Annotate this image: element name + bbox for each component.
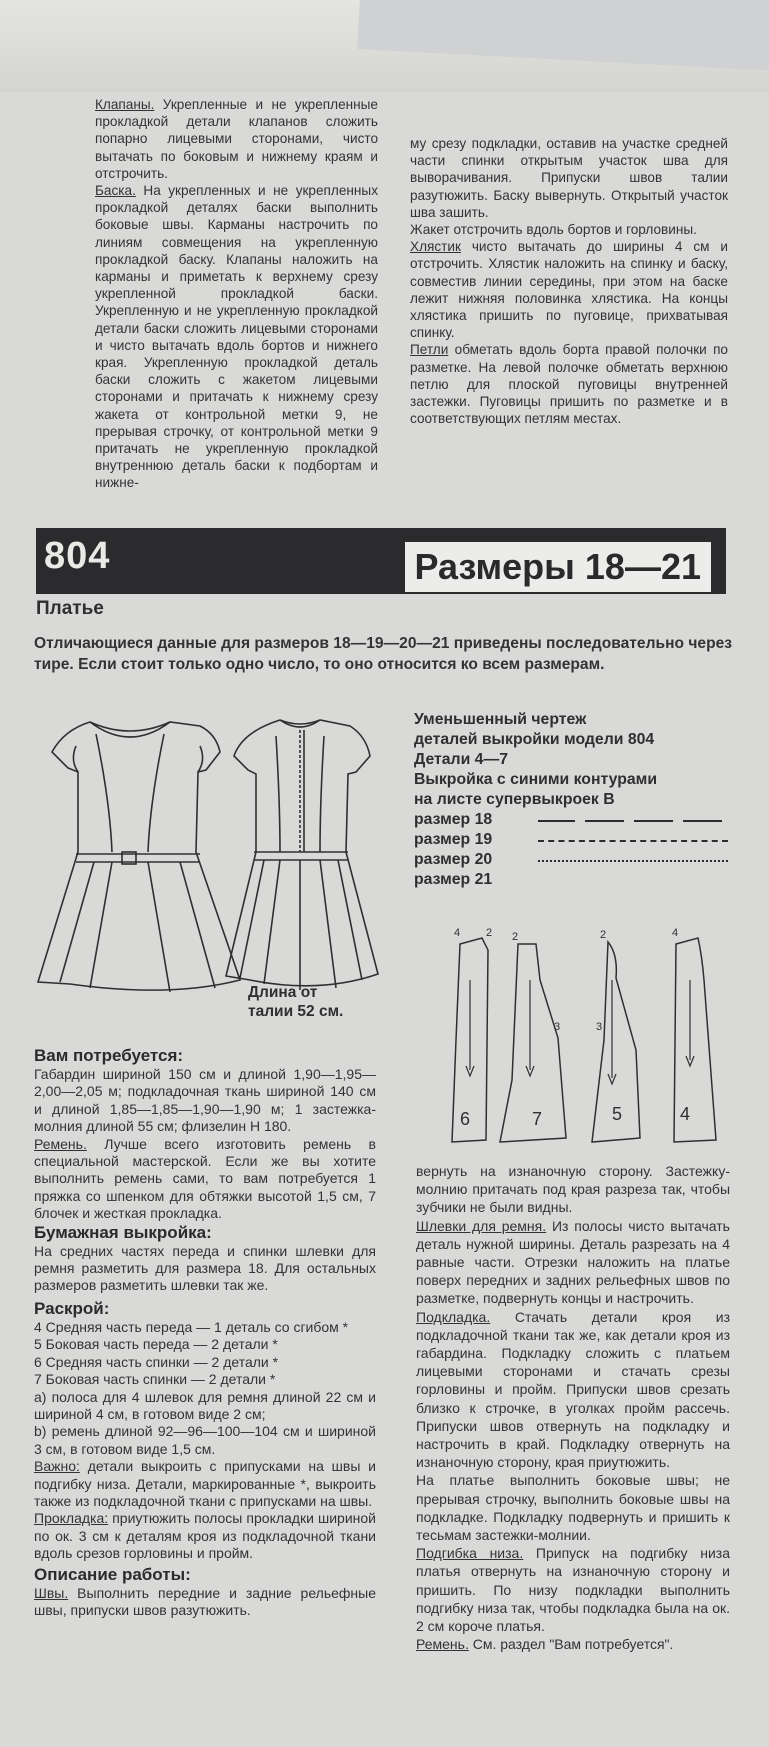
paragraph-text: му срезу подкладки, оставив на участке средней части спинки открытым участок шва для выворачивания. Припуски швов талии разутюжить. Баску вывернуть. Открытый участок шва зашить.: [410, 136, 728, 220]
notch-label: 2: [600, 929, 607, 941]
paragraph-lead: Клапаны.: [95, 97, 155, 112]
important-paragraph: [34, 1458, 376, 1510]
notch-label: 3: [554, 1021, 561, 1033]
size-range: Размеры 18—21: [405, 542, 711, 592]
intro-text: Отличающиеся данные для размеров 18—19—20—21 приведены последовательно через тире. Если стоит только одно число, то оно относится ко всем размерам.: [34, 635, 733, 673]
pattern-legend: [414, 710, 657, 890]
paragraph-lead: Прокладка:: [34, 1510, 109, 1527]
size-19-row: [414, 830, 657, 850]
paragraph-lead: Хлястик: [410, 239, 461, 255]
piece-6-label: 6: [460, 1109, 471, 1129]
piece-5-label: 5: [612, 1104, 623, 1124]
top-paper-band: [0, 0, 769, 92]
legend-line: Детали 4—7: [414, 751, 509, 768]
paragraph: [410, 135, 728, 221]
paragraph-lead: Важно:: [34, 1458, 80, 1475]
side-seams-paragraph: [416, 1471, 730, 1544]
length-caption: [248, 983, 343, 1021]
cut-item: a) полоса для 4 шлевок для ремня длиной 22 см и шириной 4 см, в готовом виде 2 см;: [34, 1388, 376, 1422]
materials-text: Габардин шириной 150 см и длиной 1,90—1,95—2,00—2,05 м; подкладочная ткань шириной 140 см и длиной 1,85—1,85—1,90—1,90 м; 1 застежка-молния длиной 55 см; флизелин Н 180.: [34, 1066, 376, 1135]
size-18-row: [414, 810, 657, 830]
caption-line: талии 52 см.: [248, 1003, 344, 1020]
model-number: 804: [44, 535, 111, 577]
paragraph-text: На укрепленных и не укрепленных прокладкой деталях баски выполнить боковые швы. Карманы настрочить по линиям совмещения на укрепленную прокладкой баску. Клапаны наложить на карманы и приметать к верхнему срезу укрепленной прокладкой баски. Укрепленную и не укрепленную прокладкой детали баски сложить лицевыми сторонами и чисто вытачать вдоль бортов и нижнего края. Укрепленную прокладкой деталь баски сложить с жакетом лицевыми сторонами и притачать к нижнему срезу жакета от контрольной метки 9, не прерывая строчку, от контрольной метки 9 притачать не укрепленную прокладкой внутреннюю деталь баски к подбортам и нижне-: [95, 183, 378, 491]
paragraph-petli: [410, 341, 728, 427]
dress-illustrations: [30, 712, 410, 1002]
pattern-pieces-diagram: [440, 920, 740, 1160]
dress-front-sketch: [38, 722, 240, 992]
lining-paragraph: [416, 1308, 730, 1472]
paragraph-klapany: [95, 96, 378, 182]
paragraph-text: приутюжить полосы прокладки шириной по ок. 3 см к деталям кроя из подкладочной ткани вдоль срезов горловины и пройм.: [34, 1510, 376, 1562]
cut-item: b) ремень длиной 92—96—100—104 см и шириной 3 см, в готовом виде 1,5 см.: [34, 1423, 376, 1457]
legend-line: Уменьшенный чертеж: [414, 711, 587, 728]
cut-item: 5 Боковая часть переда — 2 детали *: [34, 1336, 278, 1353]
notch-label: 3: [596, 1021, 603, 1033]
materials-heading: Вам потребуется:: [34, 1046, 184, 1065]
cut-item: 7 Боковая часть спинки — 2 детали *: [34, 1371, 276, 1388]
paragraph-lead: Баска.: [95, 183, 136, 199]
notch-label: 2: [486, 927, 493, 939]
work-heading: Описание работы:: [34, 1564, 191, 1584]
cut-item: 6 Средняя часть спинки — 2 детали *: [34, 1353, 279, 1370]
size-legend: [414, 810, 657, 890]
adjacent-page-edge: [754, 520, 769, 940]
size-label: размер 20: [414, 851, 493, 868]
notch-label: 4: [672, 927, 679, 939]
bottom-right-column: [416, 1162, 730, 1653]
paragraph-lead: Подкладка.: [416, 1308, 491, 1325]
cut-item: 4 Средняя часть переда — 1 деталь со сгибом *: [34, 1318, 349, 1335]
paragraph: [416, 1162, 730, 1217]
paragraph-text: Укрепленные и не укрепленные прокладкой детали клапанов сложить попарно лицевыми сторонами, чисто вытачать по боковым и нижнему краям и отстрочить.: [95, 97, 378, 181]
paragraph: [410, 221, 728, 238]
paragraph-lead: Петли: [410, 342, 449, 358]
paragraph-text: См. раздел "Вам потребуется".: [468, 1636, 674, 1653]
paper-pattern-heading: Бумажная выкройка:: [34, 1222, 212, 1242]
notch-label: 4: [454, 927, 461, 939]
hem-paragraph: [416, 1544, 730, 1635]
line-solid-sample: [538, 820, 728, 822]
paragraph-lead: Ремень.: [34, 1135, 87, 1152]
paragraph-text: Из полосы чисто вытачать деталь нужной ширины. Деталь разрезать на 4 равные части. Отрезки наложить на платье поверх передних и задних рельефных швов по разметке, подвернуть концы и настрочить.: [416, 1217, 730, 1307]
bottom-left-column: [34, 1046, 376, 1619]
seams-paragraph: [34, 1585, 376, 1620]
caption-line: Длина от: [248, 984, 318, 1001]
cutting-heading: Раскрой:: [34, 1298, 110, 1318]
size-21-row: [414, 870, 657, 890]
piece-4-label: 4: [680, 1104, 691, 1124]
paragraph-text: Жакет отстрочить вдоль бортов и горловины.: [410, 222, 697, 238]
paragraph-text: Лучше всего изготовить ремень в специальной мастерской. Если же вы хотите выполнить ремень сами, то вам потребуется 1 пряжка со шпенком для обтяжки высотой 1,5 см, 7 блочек и жесткая прокладка.: [34, 1135, 376, 1222]
paragraph-text: Стачать детали кроя из подкладочной ткани так же, как детали кроя из габардина. Подкладку сложить с платьем лицевыми сторонами и стачать срезы горловины и пройм. Припуски швов срезать близко к строчке, в уголках пройм рассечь. Припуски швов отвернуть на подкладку и настрочить в край. Подкладку отвернуть на изнаночную сторону, края приутюжить.: [416, 1308, 730, 1471]
dress-back-sketch: [226, 720, 378, 990]
paragraph-hlyastik: [410, 238, 728, 341]
paragraph-lead: Швы.: [34, 1584, 69, 1601]
size-label: размер 18: [414, 811, 493, 828]
paragraph-lead: Шлевки для ремня.: [416, 1217, 547, 1234]
paragraph-text: Припуск на подгибку низа платья отвернуть на изнаночную сторону и пришить. По низу подкладки выполнить подгибку низа так, чтобы подкладка была на ок. 2 см короче платья.: [416, 1545, 730, 1635]
belt-loops-paragraph: [416, 1217, 730, 1308]
legend-line: на листе супервыкроек В: [414, 791, 615, 808]
piece-7-label: 7: [532, 1109, 543, 1129]
size-20-row: [414, 850, 657, 870]
paragraph-lead: Ремень.: [416, 1636, 469, 1653]
paragraph-text: детали выкроить с припусками на швы и подгибку низа. Детали, маркированные *, выкроить также из подкладочной ткани с припусками на швы.: [34, 1458, 376, 1509]
paragraph-text: вернуть на изнаночную сторону. Застежку-молнию притачать под края разреза так, чтобы зубчики не были видны.: [416, 1163, 730, 1216]
legend-line: деталей выкройки модели 804: [414, 731, 655, 748]
paragraph-lead: Подгибка низа.: [416, 1545, 524, 1562]
top-right-column: [410, 135, 728, 427]
size-label: размер 19: [414, 831, 493, 848]
paragraph-baska: [95, 182, 378, 492]
top-left-column: [95, 96, 378, 492]
paragraph-text: Выполнить передние и задние рельефные швы, припуски швов разутюжить.: [34, 1584, 376, 1618]
paragraph-text: чисто вытачать до ширины 4 см и отстрочить. Хлястик наложить на спинку и баску, совместив линии середины, при этом на баске лежит нижняя половинка хлястика. На концы хлястика пришить по пуговице, прихватывая спинку.: [410, 239, 728, 341]
line-dash-sample: [538, 840, 728, 842]
legend-line: Выкройка с синими контурами: [414, 771, 658, 788]
lining-prep-paragraph: [34, 1510, 376, 1562]
size-label: размер 21: [414, 871, 493, 888]
notch-label: 2: [512, 931, 519, 943]
belt-paragraph: [34, 1136, 376, 1223]
belt-ref-paragraph: [416, 1635, 730, 1653]
garment-title: Платье: [36, 598, 104, 619]
paragraph-text: На платье выполнить боковые швы; не прерывая строчку, выполнить боковые швы на подкладке. Подкладку подвернуть и пришить к тесьмам застежки-молнии.: [416, 1472, 730, 1544]
paper-pattern-text: На средних частях переда и спинки шлевки для ремня разметить для размера 18. Для остальных размеров разметить шлевки так же.: [34, 1242, 376, 1294]
paragraph-text: обметать вдоль борта правой полочки по разметке. На левой полочке обметать верхнюю петлю для плоской пуговицы внутренней застежки. Пуговицы пришить по разметке и в соответствующих петлям местах.: [410, 342, 728, 427]
line-dashdot-sample: [538, 860, 728, 862]
overlapping-sheet: [357, 0, 769, 71]
